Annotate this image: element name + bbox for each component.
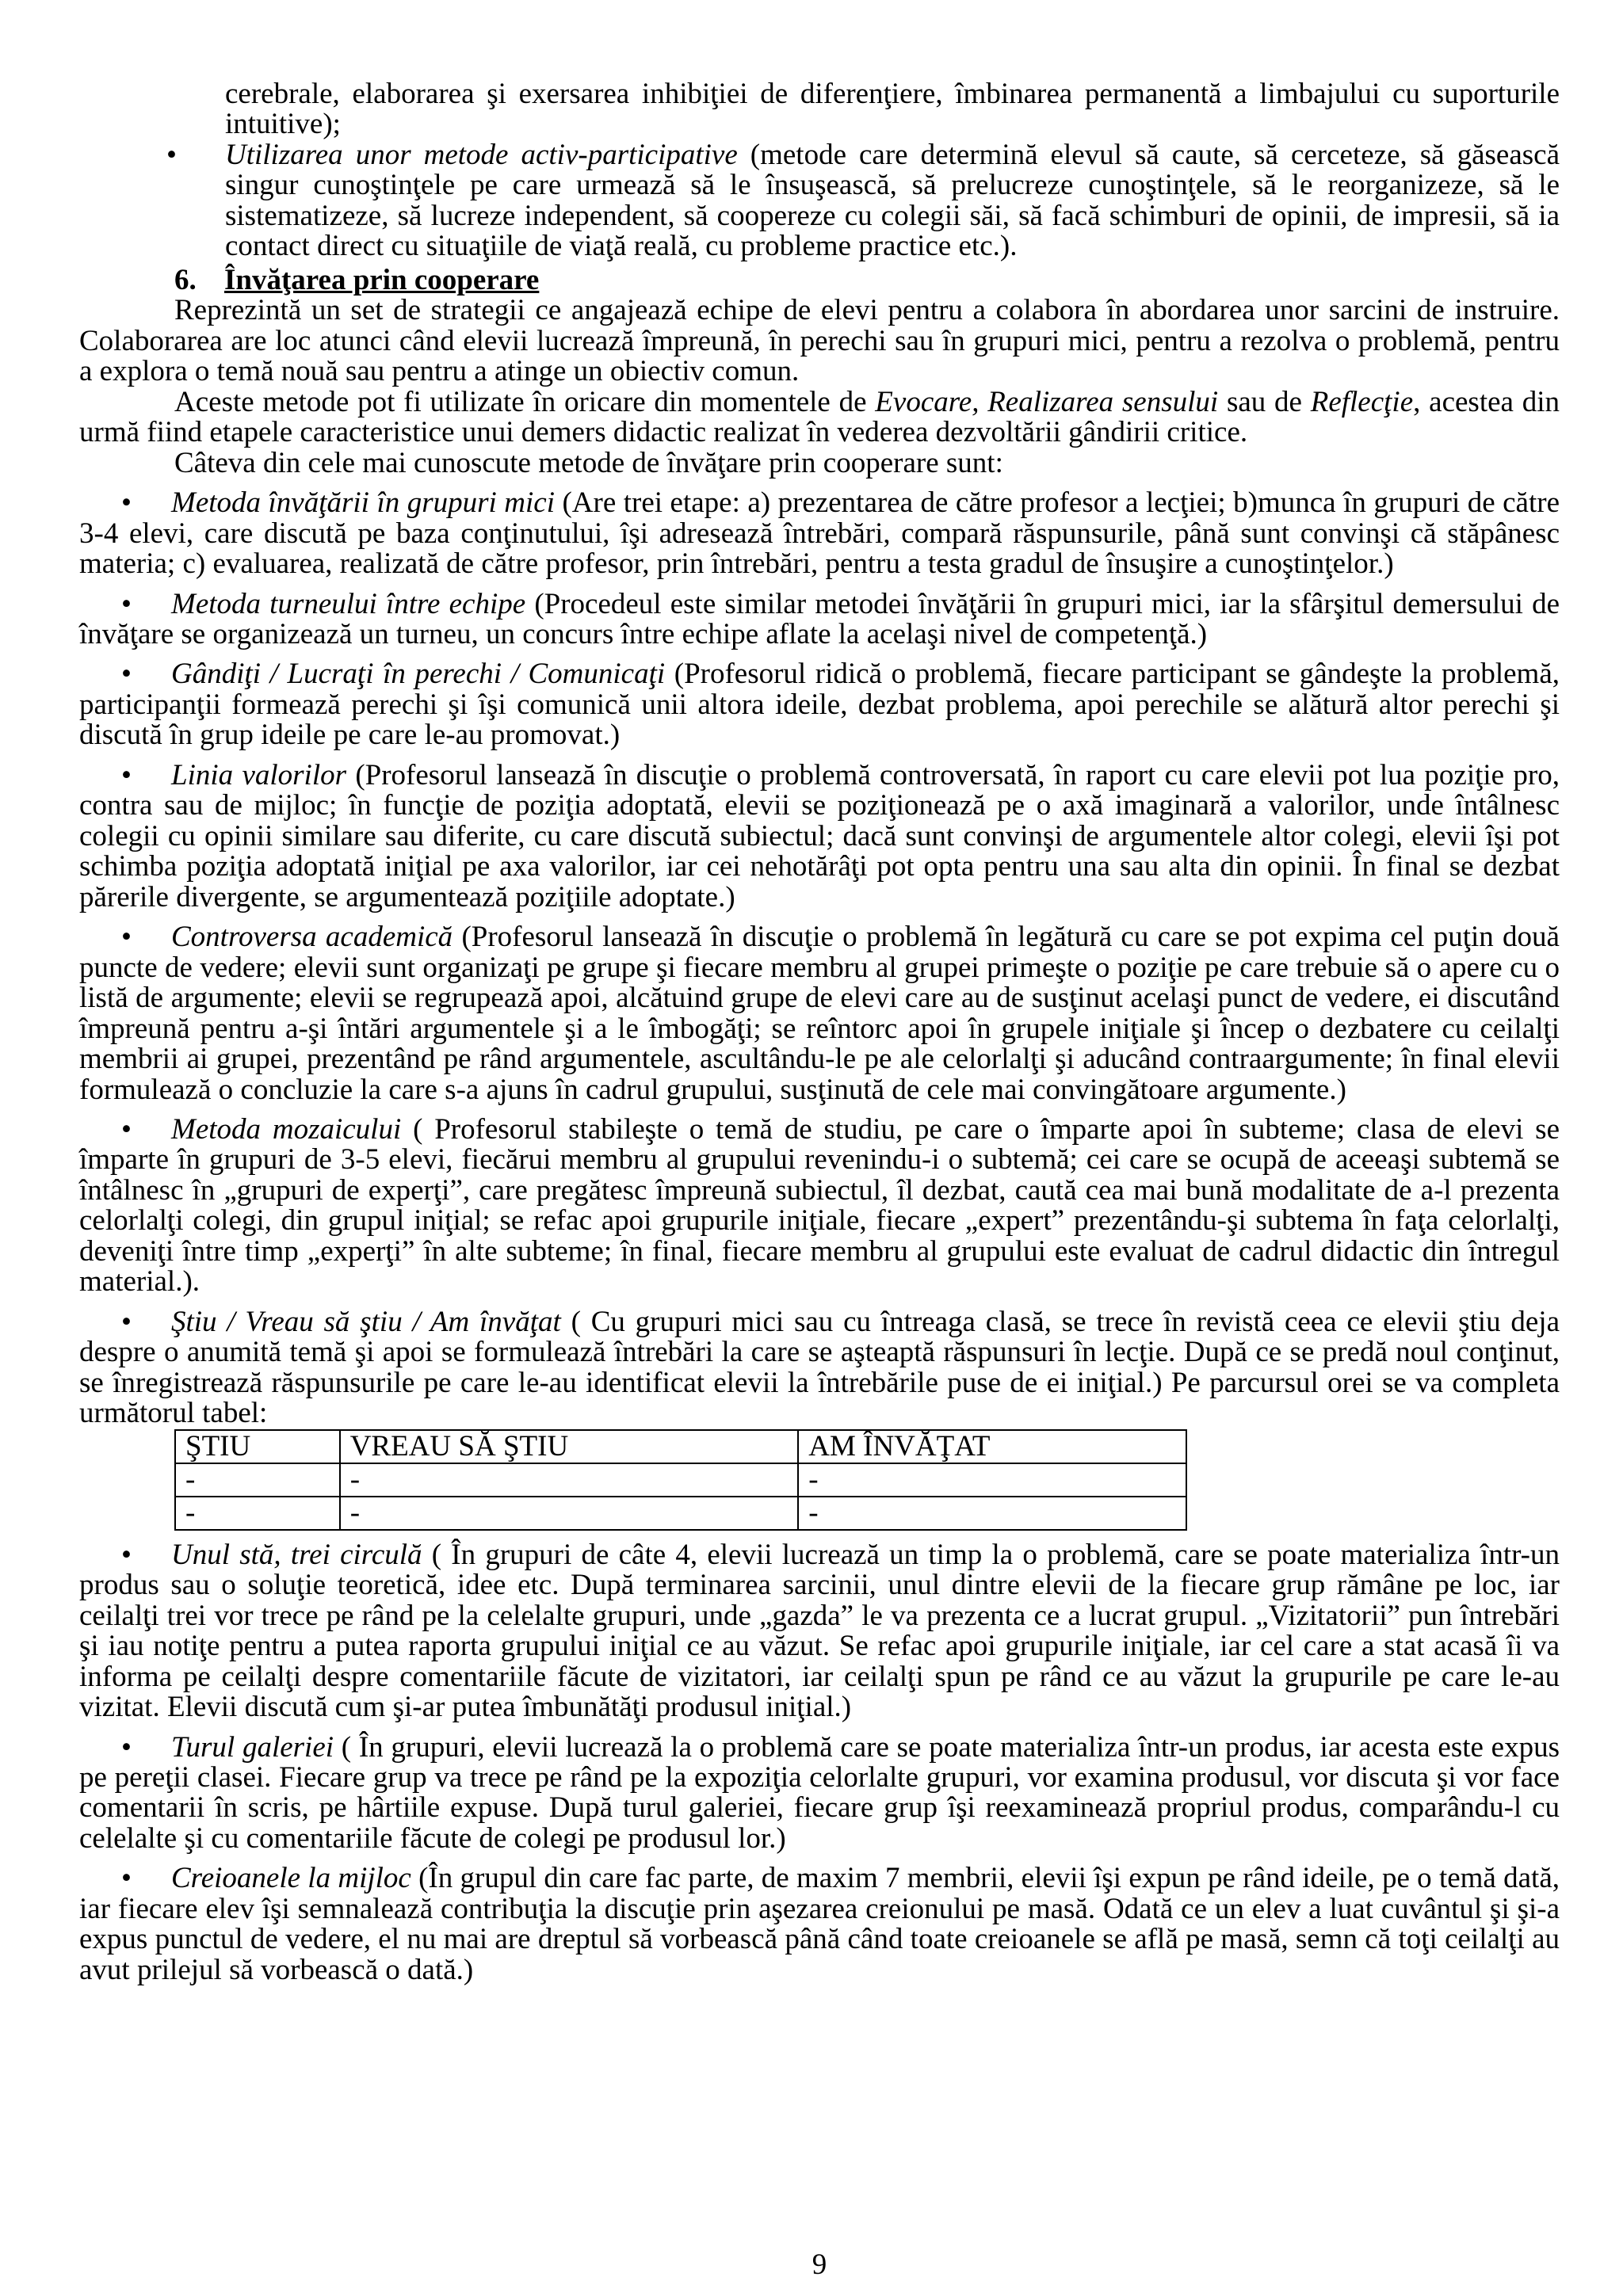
method-text: (În grupul din care fac parte, de maxim 7 membrii, elevii îşi expun pe rând ideile, pe o temă dată, iar fiecare elev îşi semnalează contribuţia la discuţie prin aşezarea creionului pe masă. Odată ce un elev a luat cuvântul şi şi-a expus punctul de vedere, el nu mai are dreptul să vorbească până când toate creioanele se află pe masă, semn că toţi ceilalţi au avut prilejul să vorbească o dată.): [79, 1862, 1560, 1986]
bullet-icon: •: [121, 486, 132, 520]
text-span: , acestea din urmă fiind etapele caracteristice unui demers didactic realizat în vederea dezvoltării gândirii critice.: [79, 385, 1560, 449]
table-cell: -: [175, 1463, 340, 1497]
bullet-icon: •: [121, 1730, 132, 1764]
table-row: [175, 1463, 1186, 1497]
method-text: (Profesorul lansează în discuţie o problemă controversată, în raport cu care elevii pot lua poziţie pro, contra sau de mijloc; în funcţie de poziţia adoptată, elevii se poziţionează pe o axă imaginară a valorilor, unde întâlnesc colegii cu opinii similare sau diferite, cu care discută subiectul; dacă sunt convinşi de argumentele altor colegi, elevii îşi pot schimba poziţia adoptată iniţial pe axa valorilor, iar cei nehotărâţi pot opta pentru una sau alta din opinii. În final se dezbat părerile divergente, se argumentează poziţiile adoptate.): [79, 758, 1560, 913]
intro-continuation: cerebrale, elaborarea şi exersarea inhibiţiei de diferenţiere, îmbinarea permanentă a limbajului cu suporturile intuitive);: [225, 78, 1560, 141]
method-item: [79, 1540, 1560, 1723]
text-span: Aceste metode pot fi utilizate în oricare din momentele de: [174, 385, 876, 418]
method-text: (Profesorul lansează în discuţie o problemă în legătură cu care se pot expima cel puţin două puncte de vedere; elevii sunt organizaţi pe grupe şi fiecare membru al grupei primeşte o poziţie pe care trebuie să o apere cu o listă de argumente; elevii se regrupează apoi, alcătuind grupe de elevi care au de susţinut acelaşi punct de vedere, ei discutând împreună pentru a-şi întări argumentele şi a le îmbogăţi; se reîntorc apoi în grupele iniţiale şi încep o dezbatere cu ceilalţi membrii ai grupei, prezentând pe rând argumentele, ascultându-le pe ale celorlalţi şi aducând contraargumente; în final elevii formulează o concluzie la care s-a ajuns în cadrul grupului, susţinută de cele mai convingătoare argumente.): [79, 921, 1560, 1106]
bullet-icon: •: [121, 758, 132, 791]
paragraph-definition: Reprezintă un set de strategii ce angajează echipe de elevi pentru a colabora în abordarea unor sarcini de instruire. Colaborarea are loc atunci când elevii lucrează împreună, în perechi sau în grupuri mici, pentru a rezolva o problemă, pentru a explora o temă nouă sau pentru a atinge un obiectiv comun.: [79, 294, 1560, 388]
table-cell: -: [798, 1463, 1186, 1497]
method-name: Ştiu / Vreau să ştiu / Am învăţat: [171, 1305, 561, 1338]
bullet-icon: •: [121, 658, 132, 691]
table-cell: -: [340, 1463, 799, 1497]
method-item: [79, 659, 1560, 750]
method-item: [79, 1115, 1560, 1298]
italic-span: Evocare, Realizarea sensului: [875, 385, 1219, 418]
method-item: [79, 1863, 1560, 1985]
method-text: (Profesorul ridică o problemă, fiecare participant se gândeşte la problemă, participanţii formează perechi şi îşi comunică unii altora ideile, dezbat problema, apoi perechile se alătură altor perechi şi discută în grup ideile pe care le-au promovat.): [79, 658, 1560, 752]
method-name: Creioanele la mijloc: [171, 1862, 411, 1895]
paragraph-moments: [79, 387, 1560, 448]
method-text: ( Profesorul stabileşte o temă de studiu, pe care o împarte apoi în subteme; clasa de elevi se împarte în grupuri de 3-5 elevi, fiecărui membru al grupului revenindu-i o subtemă; cei care se ocupă de aceeaşi subtemă se întâlnesc în „grupuri de experţi”, care pregătesc împreună subiectul, îl dezbat, caută cea mai bună modalitate de a-l prezenta celorlalţi colegi, din grupul iniţial; se refac apoi grupurile iniţiale, fiecare „expert” prezentându-şi subtema în faţa celorlalţi, deveniţi între timp „experţi” în alte subteme; în final, fiecare membru al grupului este evaluat de cadrul didactic din întregul material.).: [79, 1113, 1560, 1299]
bullet-icon: •: [121, 587, 132, 620]
document-page: [79, 79, 1560, 2282]
bullet-icon: •: [166, 138, 177, 171]
method-item: [79, 1730, 1560, 1855]
bullet-icon: •: [121, 1305, 132, 1338]
method-text: (Procedeul este similar metodei învăţării în grupuri mici, iar la sfârşitul demersului de învăţare se organizează un turneu, un concurs între echipe aflate la acelaşi nivel de competenţă.): [79, 587, 1560, 650]
method-item: [79, 1307, 1560, 1429]
italic-span: Reflecţie: [1310, 385, 1414, 418]
method-name: Gândiţi / Lucraţi în perechi / Comunicaţi: [171, 658, 666, 691]
method-text: ( În grupuri de câte 4, elevii lucrează un timp la o problemă, care se poate materializa într-un produs sau o soluţie teoretică, idee etc. După terminarea sarcinii, unul dintre elevii de la fiecare grup rămâne pe loc, iar ceilalţi trei vor trece pe rând pe la celelalte grupuri, unde „gazda” le va prezenta ce a lucrat grupul. „Vizitatorii” pun întrebări şi iau notiţe pentru a putea raporta grupului iniţial ce au văzut. Se refac apoi grupurile iniţiale, iar cel care a stat acasă îi va informa pe ceilalţi despre comentariile făcute de vizitatori, iar ceilalţi spun pe rând ce au văzut la grupurile pe care le-au vizitat. Elevii discută cum şi-ar putea îmbunătăţi produsul iniţial.): [79, 1538, 1560, 1724]
bullet-icon: •: [121, 1113, 132, 1146]
paragraph-methods-intro: Câteva din cele mai cunoscute metode de învăţare prin cooperare sunt:: [174, 446, 1003, 479]
section-number: 6.: [174, 263, 197, 296]
bullet-icon: •: [121, 1862, 132, 1895]
intro-bullet-list: [79, 140, 1560, 262]
method-name: Linia valorilor: [171, 758, 347, 791]
method-item: [79, 488, 1560, 579]
table-header-cell: ŞTIU: [175, 1430, 340, 1463]
table-header-cell: AM ÎNVĂŢAT: [798, 1430, 1186, 1463]
method-name: Controversa academică: [171, 921, 453, 954]
table-cell: -: [798, 1497, 1186, 1530]
section-heading: [79, 265, 1560, 296]
bullet-icon: •: [121, 1538, 132, 1571]
table-row: [175, 1497, 1186, 1530]
page-number: 9: [812, 2248, 827, 2281]
method-text: ( În grupuri, elevii lucrează la o problemă care se poate materializa într-un produs, iar acesta este expus pe pereţii clasei. Fiecare grup va trece pe rând pe la expoziţia celorlalte grupuri, vor examina produsul, vor discuta şi vor face comentarii în scris, pe hârtiile expuse. După turul galeriei, fiecare grup îşi reexaminează propriul produs, comparându-l cu celelalte şi cu comentariile făcute de colegi pe produsul lor.): [79, 1730, 1560, 1855]
method-name: Metoda mozaicului: [171, 1113, 402, 1146]
table-cell: -: [340, 1497, 799, 1530]
table-cell: -: [175, 1497, 340, 1530]
list-item: [166, 138, 1560, 263]
bullet-icon: •: [121, 921, 132, 954]
table-header-cell: VREAU SĂ ŞTIU: [340, 1430, 799, 1463]
method-title: Utilizarea unor metode activ-participative: [225, 138, 738, 171]
method-item: [79, 758, 1560, 913]
method-text: (Are trei etape: a) prezentarea de către profesor a lecţiei; b)munca în grupuri de către 3-4 elevi, care discută pe baza conţinutului, îşi adresează întrebări, compară răspunsurile, până sunt convinşi că stăpânesc materia; c) evaluarea, realizată de către profesor, prin întrebări, pentru a testa gradul de însuşire a cunoştinţelor.): [79, 486, 1560, 581]
kwl-table: [174, 1429, 1187, 1531]
section-title: Învăţarea prin cooperare: [224, 263, 540, 296]
method-name: Unul stă, trei circulă: [171, 1538, 422, 1571]
method-description: (metode care determină elevul să caute, să cerceteze, să găsească singur cunoştinţele pe care urmează să le însuşească, să prelucreze cunoştinţele, să le reorganizeze, să le sistematizeze, să lucreze independent, să coopereze cu colegii săi, să facă schimburi de opinii, de impresii, să ia contact direct cu situaţiile de viaţă reală, cu probleme practice etc.).: [225, 138, 1560, 263]
method-name: Metoda turneului între echipe: [171, 587, 526, 620]
text-span: sau de: [1218, 385, 1311, 418]
method-name: Turul galeriei: [171, 1730, 334, 1764]
method-text: ( Cu grupuri mici sau cu întreaga clasă, se trece în revistă ceea ce elevii ştiu deja despre o anumită temă şi apoi se formulează întrebări la care se aşteaptă răspunsuri în lecţie. După ce se predă noul conţinut, se înregistrează răspunsurile pe care le-au identificat elevii la întrebările puse de ei iniţial.) Pe parcursul orei se va completa următorul tabel:: [79, 1305, 1560, 1430]
method-name: Metoda învăţării în grupuri mici: [171, 486, 555, 520]
table-header-row: [175, 1430, 1186, 1463]
method-item: [79, 589, 1560, 650]
method-item: [79, 922, 1560, 1105]
